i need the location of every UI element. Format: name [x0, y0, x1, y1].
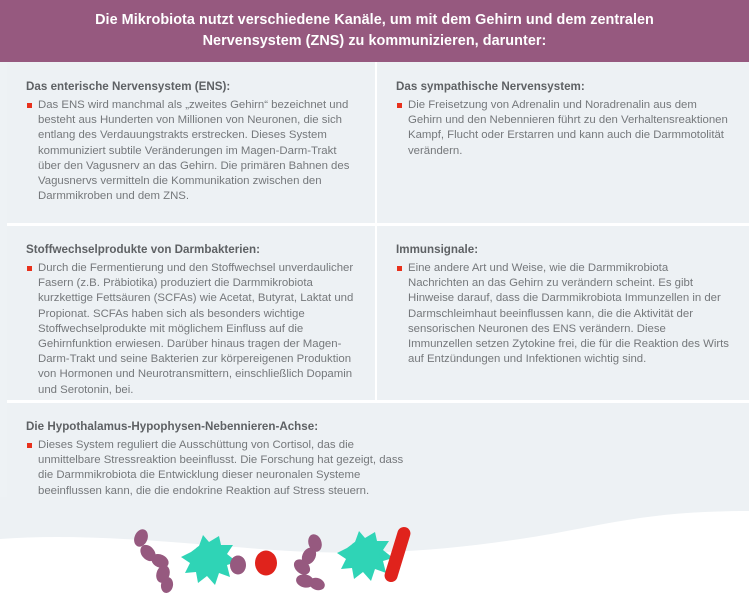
spiky-virus-teal-2-icon	[337, 531, 393, 581]
panel-body: Durch die Fermentierung und den Stoffwechsel unverdaulicher Fasern (z.B. Präbiotika) produziert die Darmmikrobiota kurzkettige Fettsäuren (SCFAs) wie Acetat, Butyrat, Laktat und Propionat. SCFAs haben sich als besonders wichtige Stoffwechselprodukte mit möglichem Einfluss auf die Gehirnfunktion erwiesen. Darüber hinaus tragen der Magen-Darm-Trakt und seine Bakterien zur körpereigenen Produktion von Hormonen und Neurotransmittern, einschließlich Dopamin und Serotonin, bei.	[38, 262, 354, 396]
panel-bullet	[26, 98, 355, 204]
square-bullet-icon	[27, 103, 32, 108]
panel-body: Eine andere Art und Weise, wie die Darmmikrobiota Nachrichten an das Gehirn zu verändern scheint. Es gibt Hinweise darauf, dass die Darmmikrobiota Immunzellen in der Darmschleimhaut beeinflussen kann, die die Aktivität der sensorischen Neuronen des ENS verändern. Diese Immunzellen setzen Zytokine frei, die für die Reaktion des Wirts auf Entzündungen und Infektionen wichtig sind.	[408, 262, 729, 366]
panel-body: Dieses System reguliert die Ausschüttung von Cortisol, das die unmittelbare Stressreaktion beeinflusst. Die Forschung hat gezeigt, dass die Darmmikrobiota die Entwicklung dieser neuronalen Systeme beeinflussen kann, die die endokrine Reaktion auf Stress steuern.	[38, 439, 404, 497]
panel-bullet	[26, 261, 357, 398]
coccus-red-icon	[255, 551, 277, 576]
square-bullet-icon	[27, 266, 32, 271]
panel-heading: Immunsignale:	[396, 243, 479, 256]
panel-immune-signals	[377, 226, 749, 400]
panel-bullet	[26, 438, 407, 499]
page-title: Die Mikrobiota nutzt verschiedene Kanäle, um mit dem Gehirn und dem zentralen Nervensystem (ZNS) zu kommunizieren, darunter:	[95, 12, 654, 49]
header-banner	[0, 0, 749, 62]
coccus-small-purple-icon	[230, 556, 246, 575]
panel-heading: Stoffwechselprodukte von Darmbakterien:	[26, 243, 260, 256]
panel-body: Die Freisetzung von Adrenalin und Noradrenalin aus dem Gehirn und den Nebennieren führt zu den Verhaltensreaktionen Kampf, Flucht oder Erstarren und kann auch die Darmmotolität verändern.	[408, 99, 728, 157]
panel-heading: Die Hypothalamus-Hypophysen-Nebennieren-Achse:	[26, 420, 319, 433]
panel-sympathetic-nervous-system	[377, 62, 749, 223]
panel-gut-bacteria-metabolites	[7, 226, 375, 400]
bacillus-chain-purple-icon	[132, 527, 175, 593]
panel-enteric-nervous-system	[7, 62, 375, 223]
panel-bullet	[396, 261, 729, 367]
panel-heading: Das sympathische Nervensystem:	[396, 80, 585, 93]
spiky-virus-teal-icon	[181, 535, 237, 585]
bacillus-chain-purple-2-icon	[291, 532, 327, 592]
square-bullet-icon	[27, 443, 32, 448]
panel-bullet	[396, 98, 729, 159]
square-bullet-icon	[397, 266, 402, 271]
microbes-svg	[0, 497, 749, 593]
panel-heading: Das enterische Nervensystem (ENS):	[26, 80, 231, 93]
panel-body: Das ENS wird manchmal als „zweites Gehirn“ bezeichnet und besteht aus Hunderten von Millionen von Neuronen, die sich entlang des Verdauungstrakts erstrecken. Dieses System kommuniziert subtile Veränderungen im Magen-Darm-Trakt über den Vagusnerv an das Gehirn. Die primären Bahnen des Vagusnervs vermitteln die Kommunikation zwischen den Darmmikroben und dem ZNS.	[38, 99, 350, 203]
microbe-illustration-group	[0, 497, 749, 593]
square-bullet-icon	[397, 103, 402, 108]
